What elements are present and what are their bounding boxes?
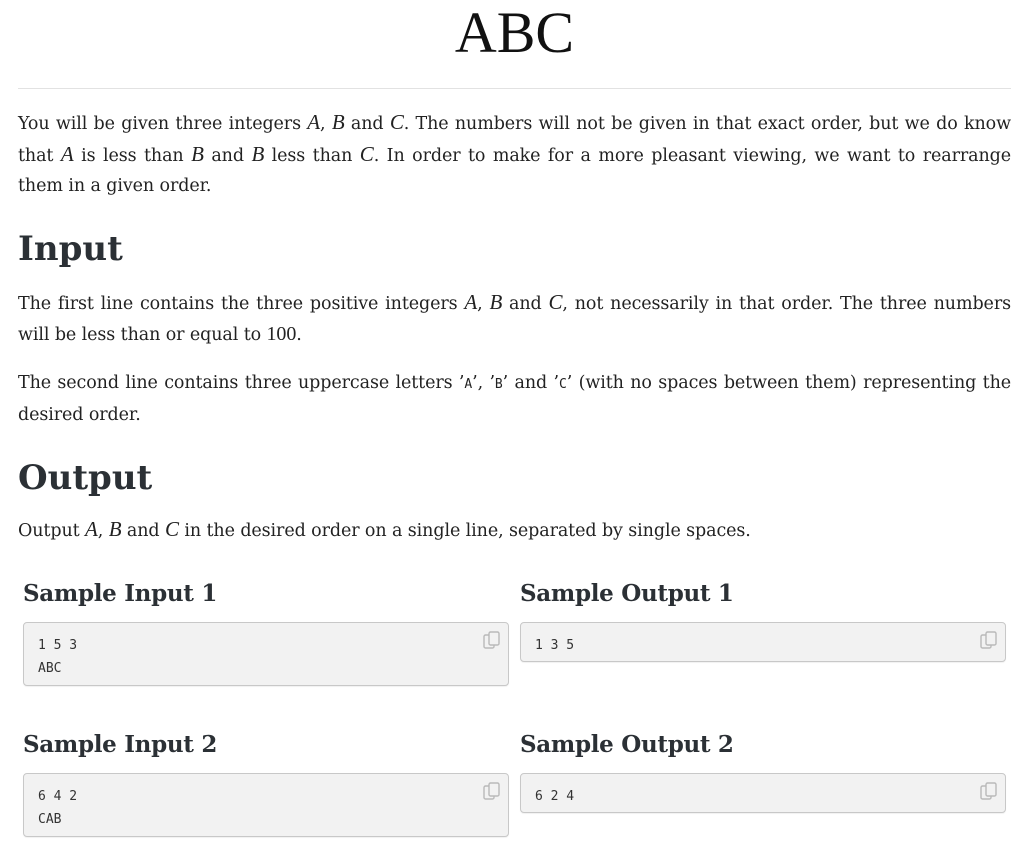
math-var: A (464, 290, 478, 314)
output-paragraph (18, 514, 1011, 546)
sample-input-title: Sample Input 1 (23, 580, 218, 607)
input-text: The first line contains the three positive integers (18, 294, 465, 314)
input-paragraph-2 (18, 368, 1011, 430)
code-letter: A (464, 377, 473, 392)
math-var: B (251, 142, 265, 166)
sample-output-box[interactable] (520, 773, 1006, 813)
input-text: ’ (with no spaces between them) representing the desired order. (18, 373, 1011, 425)
code-letter: C (559, 377, 567, 392)
sample-output-text: 6 2 4 (535, 789, 575, 804)
input-text: ’ and ’ (502, 373, 560, 393)
math-var: B (108, 517, 122, 541)
math-var: A (60, 142, 74, 166)
intro-text: less than (264, 146, 360, 166)
math-var: C (359, 142, 374, 166)
problem-statement (18, 0, 1011, 546)
page-title: ABC (454, 0, 575, 65)
code-letter: B (494, 377, 503, 392)
math-number: 100 (266, 323, 297, 345)
sample-output-1 (520, 580, 1006, 653)
intro-text: You will be given three integers (18, 114, 308, 134)
sample-input-2 (23, 731, 509, 827)
sample-output-box[interactable] (520, 622, 1006, 662)
math-var: B (191, 142, 204, 166)
copy-icon[interactable] (979, 630, 999, 650)
output-text: Output (18, 521, 86, 541)
math-var: A (307, 110, 321, 134)
intro-text: . The numbers will not be given in that exact order, but we do know that (18, 114, 1011, 166)
sample-output-title: Sample Output 1 (520, 580, 734, 607)
intro-text: is less than (73, 146, 192, 166)
input-text: . (296, 325, 302, 345)
math-var: C (164, 517, 179, 541)
input-text: and (502, 294, 549, 314)
input-heading: Input (18, 229, 123, 269)
sample-output-title: Sample Output 2 (520, 731, 734, 758)
sample-input-text: 6 4 2 CAB (38, 789, 78, 827)
math-var: C (389, 110, 404, 134)
math-var: B (331, 110, 345, 134)
copy-icon[interactable] (979, 781, 999, 801)
input-text: ’, ’ (472, 373, 495, 393)
sample-output-2 (520, 731, 1006, 804)
copy-icon[interactable] (482, 781, 502, 801)
intro-text: , (320, 114, 332, 134)
math-var: B (489, 290, 503, 314)
sample-output-text: 1 3 5 (535, 638, 575, 653)
sample-input-text: 1 5 3 ABC (38, 638, 78, 676)
output-text: and (121, 521, 165, 541)
sample-input-box[interactable] (23, 773, 509, 837)
math-var: C (548, 290, 563, 314)
input-paragraph-1 (18, 287, 1011, 350)
sample-input-1 (23, 580, 509, 676)
output-text: , (97, 521, 109, 541)
input-text: , (477, 294, 490, 314)
title-divider (18, 88, 1011, 89)
intro-text: and (344, 114, 390, 134)
sample-input-title: Sample Input 2 (23, 731, 218, 758)
intro-paragraph (18, 107, 1011, 201)
input-text: , not necessarily in that order. The three numbers will be less than or equal to (18, 294, 1011, 345)
sample-input-box[interactable] (23, 622, 509, 686)
output-heading: Output (18, 458, 153, 498)
output-text: in the desired order on a single line, separated by single spaces. (178, 521, 751, 541)
intro-text: . In order to make for a more pleasant viewing, we want to rearrange them in a given order. (18, 146, 1011, 196)
intro-text: and (203, 146, 252, 166)
input-text: The second line contains three uppercase letters ’ (18, 373, 465, 393)
math-var: A (85, 517, 98, 541)
copy-icon[interactable] (482, 630, 502, 650)
